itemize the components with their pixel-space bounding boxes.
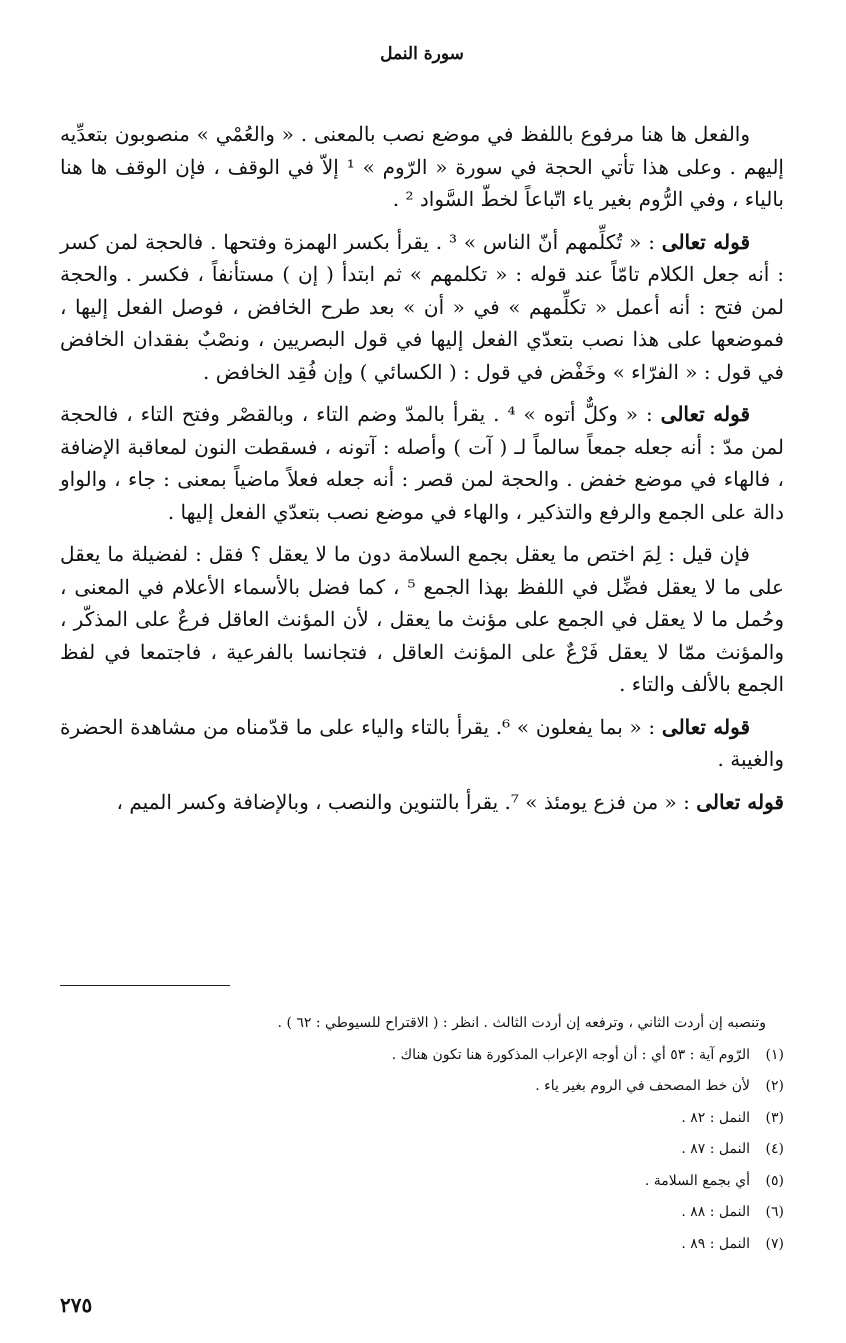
footnote-text: النمل : ٨٩ . — [681, 1235, 750, 1252]
footnote-number: (٦) — [765, 1204, 784, 1220]
footnote-text: النمل : ٨٨ . — [681, 1204, 750, 1220]
paragraph — [60, 711, 784, 776]
paragraph — [60, 786, 784, 819]
paragraph-lead: قوله تعالى — [660, 402, 751, 426]
paragraph — [60, 538, 784, 701]
paragraph-lead: قوله تعالى — [696, 789, 784, 814]
footnote — [60, 1103, 784, 1135]
footnote — [60, 1229, 784, 1261]
footnote — [60, 1166, 784, 1198]
footnote-number: (١) — [765, 1046, 784, 1063]
paragraph-text: فإن قيل : لِمَ اختص ما يعقل بجمع السلامة دون ما لا يعقل ؟ فقل : لفضيلة ما يعقل على ما لا يعقل فضِّل في اللفظ بهذا الجمع ⁵ ، كما فضل بالأسماء الأعلام في المعنى ، وحُمل ما لا يعقل في الجمع على مؤنث ما يعقل ، لأن المؤنث العاقل فرعٌ على المذكّر ، والمؤنث ممّا لا يعقل فَرْعٌ على المؤنث العاقل ، فتجانسا بالفرعية ، فاجتمعا في لفظ الجمع بالألف والتاء . — [60, 542, 784, 696]
footnote-number: (٢) — [765, 1078, 784, 1094]
footnote-number: (٣) — [765, 1109, 784, 1126]
footnote — [60, 1134, 784, 1166]
footnote-number: (٥) — [765, 1172, 784, 1189]
footnote-text: النمل : ٨٧ . — [681, 1141, 750, 1157]
paragraph-text: : « بما يفعلون » ⁶. يقرأ بالتاء والياء على ما قدّمناه من مشاهدة الحضرة والغيبة . — [60, 714, 784, 771]
footnote-text: أي بجمع السلامة . — [644, 1172, 750, 1189]
paragraph — [60, 226, 784, 389]
footnote-text: الرّوم آية : ٥٣ أي : أن أوجه الإعراب المذكورة هنا تكون هناك . — [391, 1046, 750, 1063]
main-text — [60, 118, 784, 828]
footnote-text: لأن خط المصحف في الروم بغير ياء . — [535, 1078, 750, 1094]
footnote-number: (٤) — [765, 1141, 784, 1157]
page-number: ٢٧٥ — [60, 1293, 93, 1317]
footnote-number: (٧) — [765, 1235, 784, 1252]
paragraph-lead: قوله تعالى — [661, 229, 751, 254]
footnote-separator — [60, 985, 230, 986]
book-page — [60, 0, 784, 1343]
footnote-text: النمل : ٨٢ . — [681, 1109, 750, 1126]
running-head: سورة النمل — [380, 44, 464, 64]
paragraph-text: : « وكلٌّ أتوه » ⁴ . يقرأ بالمدّ وضم التاء ، وبالقصْر وفتح التاء ، فالحجة لمن مدّ : أنه جعله جمعاً سالماً لـ ( آت ) وأصله : آتونه ، فسقطت النون لمعاقبة الإضافة ، فالهاء في موضع خفض . والحجة لمن قصر : أنه جعله فعلاً ماضياً بمعنى : جاء ، والواو دالة على الجمع والرفع والتذكير ، والهاء في موضع نصب بتعدّي الفعل إليها . — [60, 402, 784, 524]
paragraph-text: : « تُكلِّمهم أنّ الناس » ³ . يقرأ بكسر الهمزة وفتحها . فالحجة لمن كسر : أنه جعل الكلام تامّاً عند قوله : « تكلمهم » ثم ابتدأ ( إن ) مستأنفاً ، فكسر . والحجة لمن فتح : أنه أعمل « تكلِّمهم » في « أن » بعد طرح الخافض ، فوصل الفعل إليها ، فموضعها على هذا نصب بتعدّي الفعل إليها في قول البصريين ، ونصْبٌ بفقدان الخافض في قول : « الفرّاء » وخَفْض في قول : ( الكسائي ) وإن فُقِد الخافض . — [60, 229, 784, 384]
paragraph-text: : « من فزع يومئذ » ⁷. يقرأ بالتنوين والنصب ، وبالإضافة وكسر الميم ، — [116, 789, 690, 814]
footnotes — [60, 1008, 784, 1260]
footnote-list — [60, 1040, 784, 1261]
footnote-continuation: وتنصبه إن أردت الثاني ، وترفعه إن أردت الثالث . انظر : ( الاقتراح للسيوطي : ٦٢ ) . — [277, 1015, 766, 1031]
footnote — [60, 1197, 784, 1229]
footnote — [60, 1040, 784, 1072]
paragraph — [60, 398, 784, 528]
paragraph-text: والفعل ها هنا مرفوع باللفظ في موضع نصب بالمعنى . « والعُمْي » منصوبون بتعدِّيه إليهم . وعلى هذا تأتي الحجة في سورة « الرّوم » ¹ إلاّ في الوقف ، فإن الوقف ها هنا بالياء ، وفي الرُّوم بغير ياء اتّباعاً لخطّ السَّواد ² . — [60, 122, 784, 211]
paragraph-lead: قوله تعالى — [661, 714, 751, 739]
paragraph — [60, 118, 784, 216]
footnote — [60, 1071, 784, 1103]
